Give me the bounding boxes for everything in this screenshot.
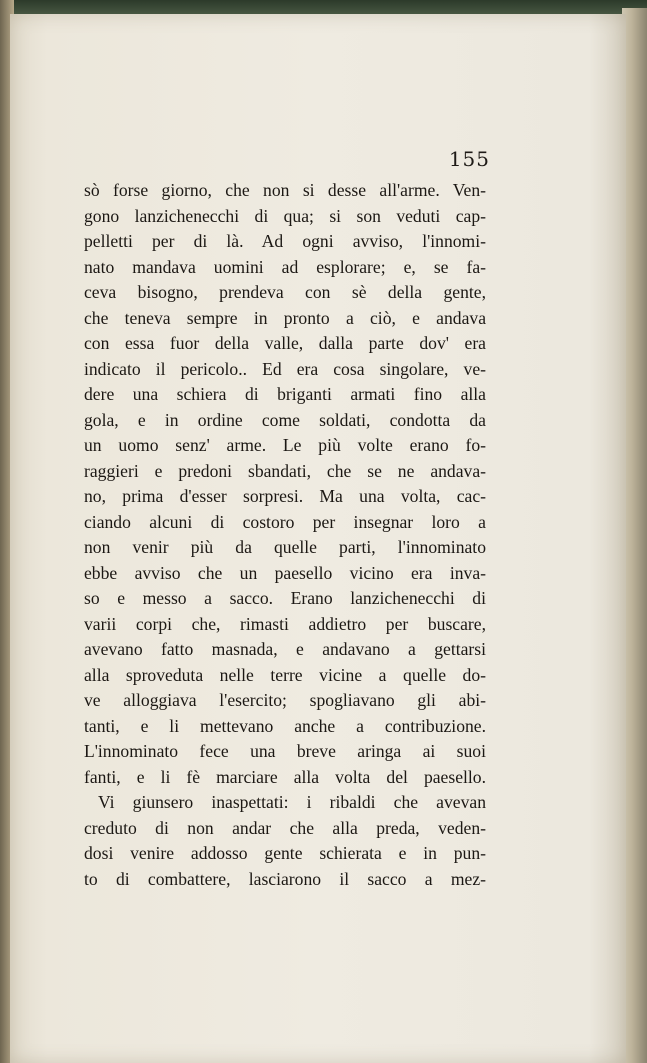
page-number: 155	[448, 147, 490, 171]
text-line: non venir più da quelle parti, l'innominato	[84, 537, 486, 557]
text-line: dere una schiera di briganti armati fino alla	[84, 384, 486, 404]
text-line: nato mandava uomini ad esplorare; e, se fa-	[84, 256, 486, 277]
text-line: to di combattere, lasciarono il sacco a mez-	[84, 868, 486, 889]
text-line: ve alloggiava l'esercito; spogliavano gli abi-	[84, 690, 486, 710]
text-line: raggieri e predoni sbandati, che se ne andava-	[84, 460, 486, 481]
text-line: tanti, e li mettevano anche a contribuzione.	[84, 715, 486, 736]
text-line: un uomo senz' arme. Le più volte erano fo-	[84, 435, 486, 455]
text-line: ciando alcuni di costoro per insegnar loro a	[84, 511, 486, 532]
text-line: pelletti per di là. Ad ogni avviso, l'innomi-	[84, 231, 486, 251]
text-line: L'innominato fece una breve aringa ai suoi	[84, 741, 486, 761]
text-line: avevano fatto masnada, e andavano a gettarsi	[84, 639, 486, 659]
text-line: alla sproveduta nelle terre vicine a quelle do-	[84, 664, 486, 685]
text-line: fanti, e li fè marciare alla volta del paesello.	[84, 766, 486, 787]
text-line: creduto di non andar che alla preda, veden-	[84, 817, 486, 838]
text-line: sò forse giorno, che non si desse all'arme. Ven-	[84, 180, 486, 200]
text-line: gono lanzichenecchi di qua; si son veduti cap-	[84, 205, 486, 226]
text-line: dosi venire addosso gente schierata e in pun-	[84, 843, 486, 863]
text-line: so e messo a sacco. Erano lanzichenecchi di	[84, 588, 486, 608]
text-line: ceva bisogno, prendeva con sè della gente,	[84, 282, 486, 302]
text-line: no, prima d'esser sorpresi. Ma una volta, cac-	[84, 486, 486, 506]
paragraph-start-line: Vi giunsero inaspettati: i ribaldi che avevan	[98, 792, 486, 812]
text-line: ebbe avviso che un paesello vicino era inva-	[84, 562, 486, 583]
text-line: indicato il pericolo.. Ed era cosa singolare, ve-	[84, 358, 486, 379]
text-line: con essa fuor della valle, dalla parte dov' era	[84, 333, 486, 353]
text-line: che teneva sempre in pronto a ciò, e andava	[84, 307, 486, 328]
text-line: varii corpi che, rimasti addietro per buscare,	[84, 613, 486, 634]
text-line: gola, e in ordine come soldati, condotta da	[84, 409, 486, 430]
body-text	[84, 178, 486, 892]
